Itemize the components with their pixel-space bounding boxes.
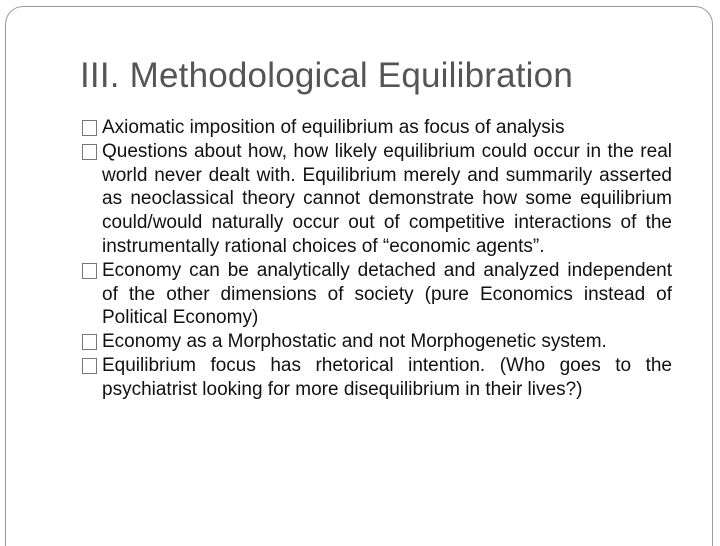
bullet-text: Questions about how, how likely equilibrium could occur in the real world never dealt with. Equilibrium merely and summarily asserted as neoclassical theory cannot demonstrate how some equilibrium could/would naturally occur out of competitive interactions of the instrumentally rational choices of “economic agents”. xyxy=(102,140,672,257)
bullet-list xyxy=(82,116,672,402)
bullet-text: Economy can be analytically detached and analyzed independent of the other dimensions of society (pure Economics instead of Political Economy) xyxy=(102,259,672,329)
bullet-item xyxy=(82,259,672,330)
bullet-item xyxy=(82,116,672,140)
checkbox-bullet-icon xyxy=(82,144,97,160)
slide-title: III. Methodological Equilibration xyxy=(80,56,573,95)
checkbox-bullet-icon xyxy=(82,358,97,374)
bullet-text: Axiomatic imposition of equilibrium as focus of analysis xyxy=(102,117,565,138)
checkbox-bullet-icon xyxy=(82,334,97,350)
bullet-item xyxy=(82,140,672,259)
bullet-item xyxy=(82,354,672,402)
bullet-item xyxy=(82,330,672,354)
checkbox-bullet-icon xyxy=(82,263,97,279)
checkbox-bullet-icon xyxy=(82,120,97,136)
bullet-text: Economy as a Morphostatic and not Morphogenetic system. xyxy=(102,331,607,353)
bullet-text: Equilibrium focus has rhetorical intention. (Who goes to the psychiatrist looking for more disequilibrium in their lives?) xyxy=(102,354,672,400)
